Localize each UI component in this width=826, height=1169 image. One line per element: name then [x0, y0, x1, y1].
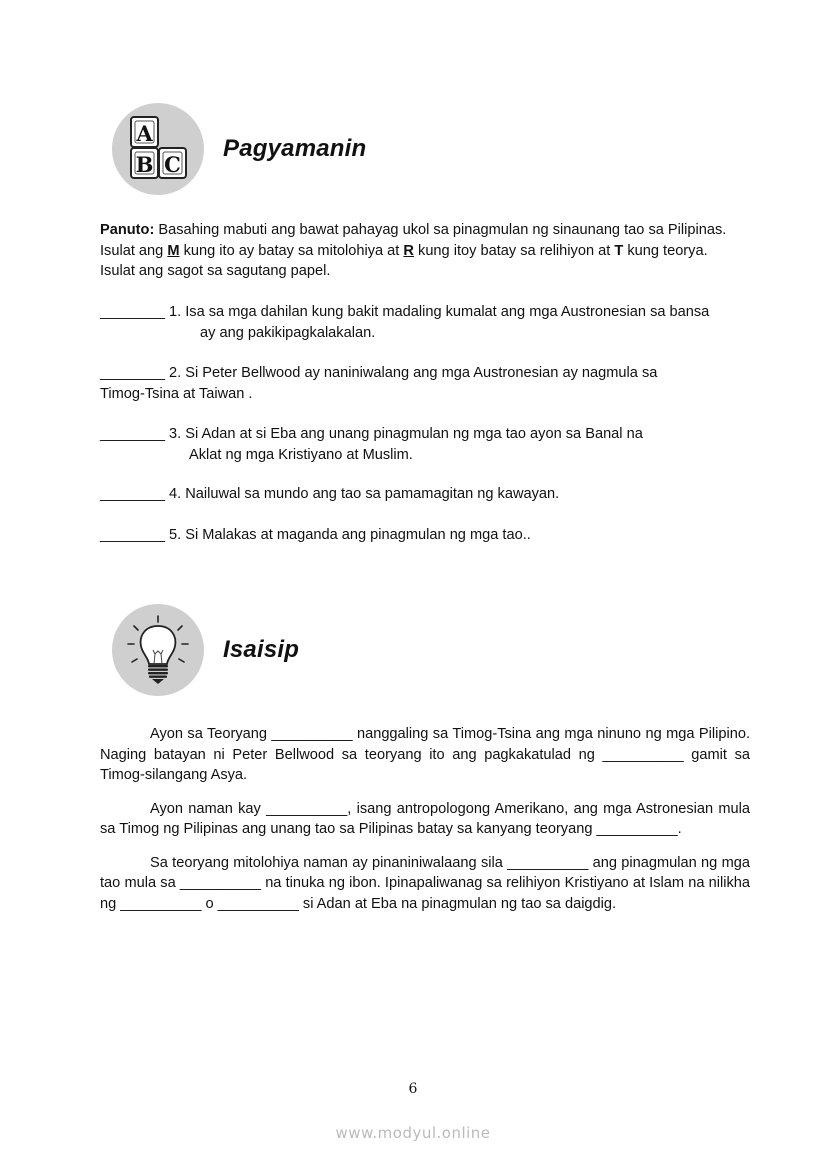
- block-letter-a: A: [136, 121, 153, 146]
- lightbulb-icon: [112, 604, 204, 696]
- page-number: 6: [408, 1081, 418, 1097]
- answer-blank[interactable]: ________: [100, 527, 165, 543]
- instructions-text-2a: Isulat ang: [100, 242, 168, 259]
- key-m: M: [167, 242, 180, 259]
- instructions-line-3: Isulat ang sagot sa sagutang papel.: [100, 263, 331, 279]
- instructions-label: Panuto:: [100, 222, 155, 238]
- key-t: T: [614, 242, 624, 259]
- quiz-item-2: [100, 363, 750, 404]
- isaisip-paragraph-1: Ayon sa Teoryang __________ nanggaling sa Timog-Tsina ang mga ninuno ng mga Pilipino. Naging batayan ni Peter Bellwood sa teoryang ito ang pagkakatulad ng __________ gamit sa Timog-silangang Asya.: [100, 726, 750, 783]
- instructions-line-2: [100, 241, 750, 262]
- answer-blank[interactable]: ________: [100, 486, 165, 502]
- instructions-text-2d: kung teorya.: [623, 242, 708, 259]
- quiz-item-4: [100, 484, 750, 505]
- isaisip-body: [100, 724, 750, 927]
- item-text: 1. Isa sa mga dahilan kung bakit madaling kumalat ang mga Austronesian sa bansa: [164, 304, 710, 320]
- block-letter-c: C: [164, 152, 181, 177]
- item-text-continued: Aklat ng mga Kristiyano at Muslim.: [189, 446, 413, 463]
- quiz-item-3: [100, 424, 750, 465]
- isaisip-paragraph-3: Sa teoryang mitolohiya naman ay pinaniniwalaang sila __________ ang pinagmulan ng mga tao mula sa __________ na tinuka ng ibon. Ipinapaliwanag sa relihiyon Kristiyano at Islam na nilikha ng __________ o __________ si Adan at Eba na pinagmulan ng tao sa daigdig.: [100, 854, 750, 912]
- isaisip-title: Isaisip: [223, 636, 300, 663]
- instructions: [100, 220, 750, 282]
- pagyamanin-title: Pagyamanin: [223, 135, 367, 162]
- item-text-continued: Timog-Tsina at Taiwan .: [100, 385, 253, 402]
- instructions-text-1: Basahing mabuti ang bawat pahayag ukol sa pinagmulan ng sinaunang tao sa Pilipinas.: [154, 222, 727, 238]
- answer-blank[interactable]: ________: [100, 365, 165, 381]
- block-letter-b: B: [135, 152, 154, 177]
- pagyamanin-header: [112, 103, 366, 195]
- quiz-item-1: [100, 302, 750, 343]
- isaisip-paragraph-2: Ayon naman kay __________, isang antropologong Amerikano, ang mga Astronesian mula sa Timog ng Pilipinas ang unang tao sa Pilipinas batay sa kanyang teoryang __________.: [100, 800, 750, 837]
- instructions-line-1: [100, 220, 750, 241]
- answer-blank[interactable]: ________: [100, 426, 165, 442]
- isaisip-header: [112, 604, 299, 696]
- key-r: R: [403, 242, 414, 259]
- quiz-item-5: [100, 525, 750, 546]
- abc-blocks-icon: [112, 103, 204, 195]
- instructions-text-2c: kung itoy batay sa relihiyon at: [413, 242, 615, 259]
- answer-blank[interactable]: ________: [100, 304, 165, 320]
- instructions-text-2b: kung ito ay batay sa mitolohiya at: [179, 242, 404, 259]
- item-text: 3. Si Adan at si Eba ang unang pinagmulan ng mga tao ayon sa Banal na: [164, 426, 643, 442]
- item-text: 4. Nailuwal sa mundo ang tao sa pamamagitan ng kawayan.: [164, 486, 560, 502]
- item-text-continued: ay ang pakikipagkalakalan.: [200, 324, 376, 341]
- item-text: 2. Si Peter Bellwood ay naniniwalang ang mga Austronesian ay nagmula sa: [164, 365, 658, 381]
- watermark: www.modyul.online: [335, 1124, 491, 1142]
- item-text: 5. Si Malakas at maganda ang pinagmulan ng mga tao..: [164, 527, 531, 543]
